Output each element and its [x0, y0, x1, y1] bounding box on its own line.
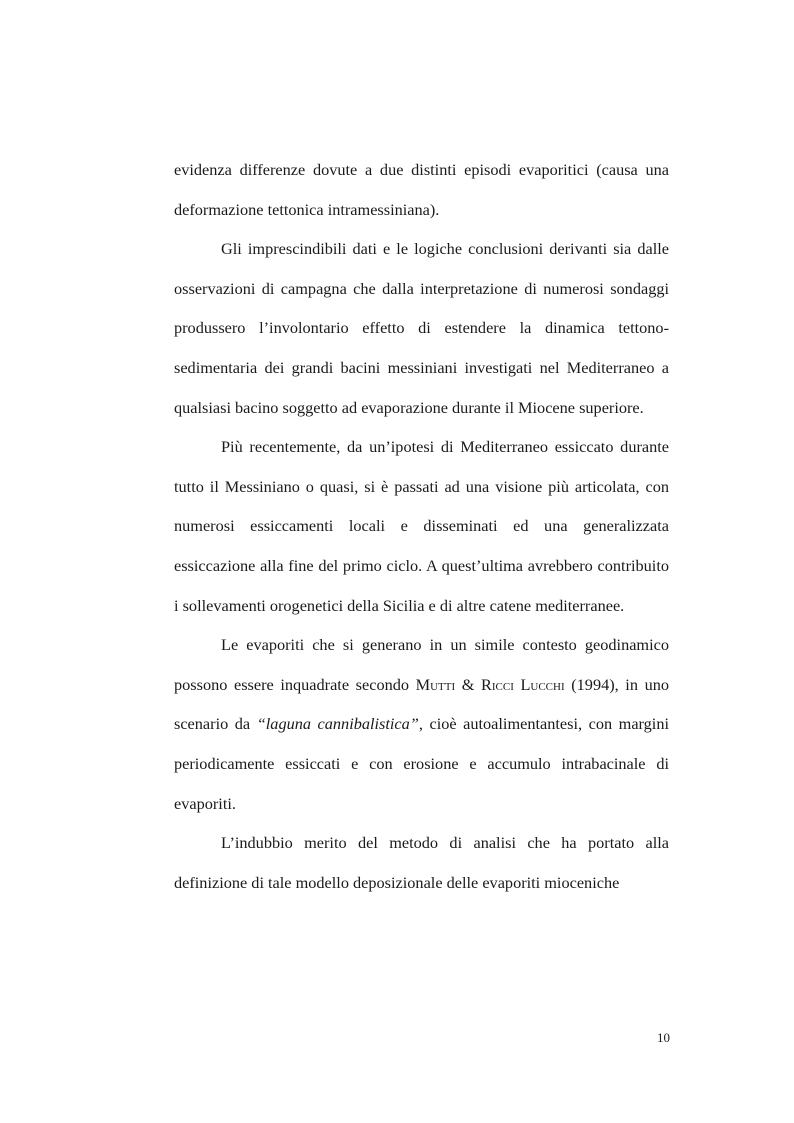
author-citation-2: Ricci Lucchi — [481, 674, 565, 694]
paragraph-5: L’indubbio merito del metodo di analisi che ha portato alla definizione di tale modello deposizionale delle evaporiti mioceniche — [174, 833, 669, 892]
italic-quote: “laguna cannibalistica” — [256, 714, 419, 734]
paragraph-1: evidenza differenze dovute a due distinti episodi evaporitici (causa una deformazione tettonica intramessiniana). — [174, 160, 669, 219]
author-ampersand: & — [455, 674, 481, 694]
page-number: 10 — [657, 1030, 670, 1045]
author-citation-1: Mutti — [415, 674, 456, 694]
citation-year: (1994), in uno scenario da — [174, 674, 669, 734]
paragraph-4 — [174, 625, 669, 823]
paragraph-4-lead: Le evaporiti che si generano in un simile contesto geodinamico possono essere inquadrate secondo — [174, 635, 669, 694]
paragraph-3: Più recentemente, da un’ipotesi di Mediterraneo essiccato durante tutto il Messiniano o quasi, si è passati ad una visione più articolata, con numerosi essiccamenti locali e disseminati ed una generalizzata essiccazione alla fine del primo ciclo. A quest’ultima avrebbero contribuito i sollevamenti orogenetici della Sicilia e di altre catene mediterranee. — [174, 437, 669, 615]
paragraph-2: Gli imprescindibili dati e le logiche conclusioni derivanti sia dalle osservazioni di campagna che dalla interpretazione di numerosi sondaggi produssero l’involontario effetto di estendere la dinamica tettono-sedimentaria dei grandi bacini messiniani investigati nel Mediterraneo a qualsiasi bacino soggetto ad evaporazione durante il Miocene superiore. — [174, 239, 669, 417]
paragraph-4-tail: , cioè autoalimentantesi, con margini periodicamente essiccati e con erosione e accumulo intrabacinale di evaporiti. — [174, 714, 669, 813]
page-body — [174, 150, 669, 902]
